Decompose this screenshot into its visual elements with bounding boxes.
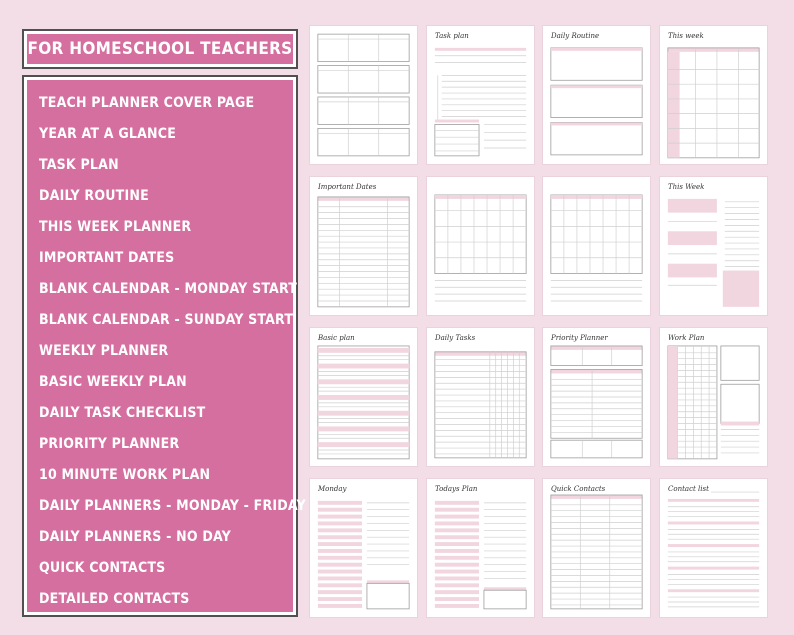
list-item: BLANK CALENDAR - MONDAY START: [39, 281, 298, 297]
planner-page-thumbnail: [309, 478, 418, 618]
planner-page-thumbnail: [659, 327, 768, 467]
planner-page-thumbnail: [659, 478, 768, 618]
planner-page-thumbnail: [426, 176, 535, 316]
thumbnail-title: Important Dates: [318, 183, 377, 191]
list-item: YEAR AT A GLANCE: [39, 126, 177, 142]
list-item: BASIC WEEKLY PLAN: [39, 374, 187, 390]
thumbnail-title: Todays Plan: [435, 485, 478, 493]
thumbnail-title: Monday: [318, 485, 347, 493]
list-item: WEEKLY PLANNER: [39, 343, 169, 359]
planner-page-thumbnail: [542, 327, 651, 467]
list-item: DAILY PLANNERS - MONDAY - FRIDAY: [39, 498, 306, 514]
planner-page-thumbnail: [309, 327, 418, 467]
list-item: PRIORITY PLANNER: [39, 436, 180, 452]
planner-page-thumbnail: [659, 176, 768, 316]
header-banner: [22, 29, 298, 69]
list-item: DAILY PLANNERS - NO DAY: [39, 529, 231, 545]
list-item: DAILY TASK CHECKLIST: [39, 405, 206, 421]
list-item: BLANK CALENDAR - SUNDAY START: [39, 312, 294, 328]
planner-page-thumbnail: [309, 25, 418, 165]
planner-page-thumbnail: [426, 478, 535, 618]
planner-page-thumbnail: [542, 478, 651, 618]
thumbnail-title: This Week: [668, 183, 705, 191]
planner-page-thumbnail: [426, 327, 535, 467]
thumbnail-title: Daily Tasks: [435, 334, 476, 342]
thumbnail-title: Work Plan: [668, 334, 705, 342]
thumbnail-title: This week: [668, 32, 704, 40]
thumbnail-title: Task plan: [435, 32, 469, 40]
list-item: 10 MINUTE WORK PLAN: [39, 467, 211, 483]
planner-page-thumbnail: [542, 25, 651, 165]
thumbnail-title: Contact list: [668, 485, 709, 493]
contents-list: [22, 75, 306, 617]
list-item: TEACH PLANNER COVER PAGE: [39, 95, 255, 111]
thumbnail-title: Basic plan: [318, 334, 355, 342]
thumbnail-title: Quick Contacts: [551, 485, 606, 493]
list-item: TASK PLAN: [39, 157, 119, 173]
planner-page-thumbnail: [659, 25, 768, 165]
thumbnail-title: Priority Planner: [551, 334, 608, 342]
header-title: FOR HOMESCHOOL TEACHERS: [27, 39, 293, 59]
thumbnail-title: Daily Routine: [551, 32, 600, 40]
planner-page-thumbnail: [542, 176, 651, 316]
planner-page-thumbnail: [309, 176, 418, 316]
planner-page-thumbnail: [426, 25, 535, 165]
list-item: DETAILED CONTACTS: [39, 591, 190, 607]
list-item: IMPORTANT DATES: [39, 250, 175, 266]
list-item: THIS WEEK PLANNER: [39, 219, 192, 235]
list-item: QUICK CONTACTS: [39, 560, 166, 576]
list-item: DAILY ROUTINE: [39, 188, 149, 204]
